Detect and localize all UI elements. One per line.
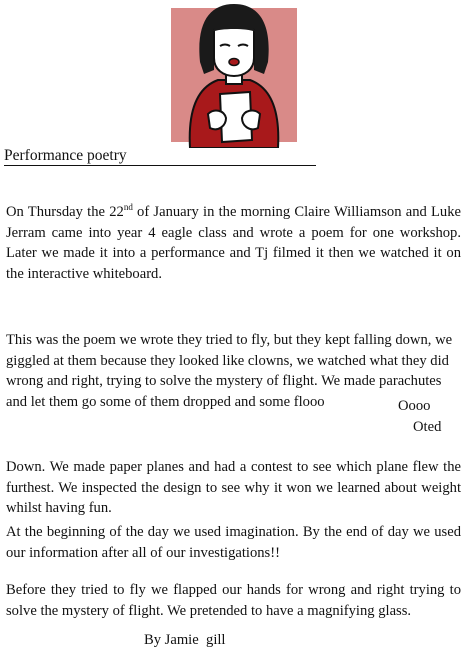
poem-tail-line2: Oted xyxy=(413,419,442,435)
paragraph-poem: This was the poem we wrote they tried to fly, but they kept falling down, we giggled at them because they looked like clowns, we watched what they did wrong and right, trying to solve the mystery of flight. We made parachutes and let them go some of them dropped and some flooo xyxy=(6,332,453,410)
girl-reading-poem-illustration xyxy=(168,2,300,148)
date-ordinal-suffix: nd xyxy=(123,202,133,212)
page-title: Performance poetry xyxy=(4,147,316,166)
paragraph1-start: On Thursday the 22 xyxy=(6,204,124,220)
paragraph-investigations: At the beginning of the day we used imagination. By the end of day we used our information after all of our investigations!! xyxy=(6,524,461,561)
paragraph1-rest: of January in the morning Claire Williamson and Luke Jerram came into year 4 eagle class and wrote a poem for one workshop. Later we made it into a performance and Tj filmed it then we watched it on the interactive whiteboard. xyxy=(6,204,461,282)
paragraph-flapping-hands: Before they tried to fly we flapped our hands for wrong and right trying to solve the mystery of flight. We pretended to have a magnifying glass. xyxy=(6,582,461,619)
mouth xyxy=(229,59,239,66)
left-hand xyxy=(208,111,226,130)
author-byline: By Jamie gill xyxy=(144,632,226,648)
paragraph-paper-planes: Down. We made paper planes and had a contest to see which plane flew the furthest. We inspected the design to see why it won we learned about weight whilst having fun. xyxy=(6,459,461,516)
right-hand xyxy=(242,111,260,130)
face xyxy=(214,27,254,76)
paragraph-workshop-intro xyxy=(6,202,461,284)
poem-tail-line1: Oooo xyxy=(398,398,431,414)
